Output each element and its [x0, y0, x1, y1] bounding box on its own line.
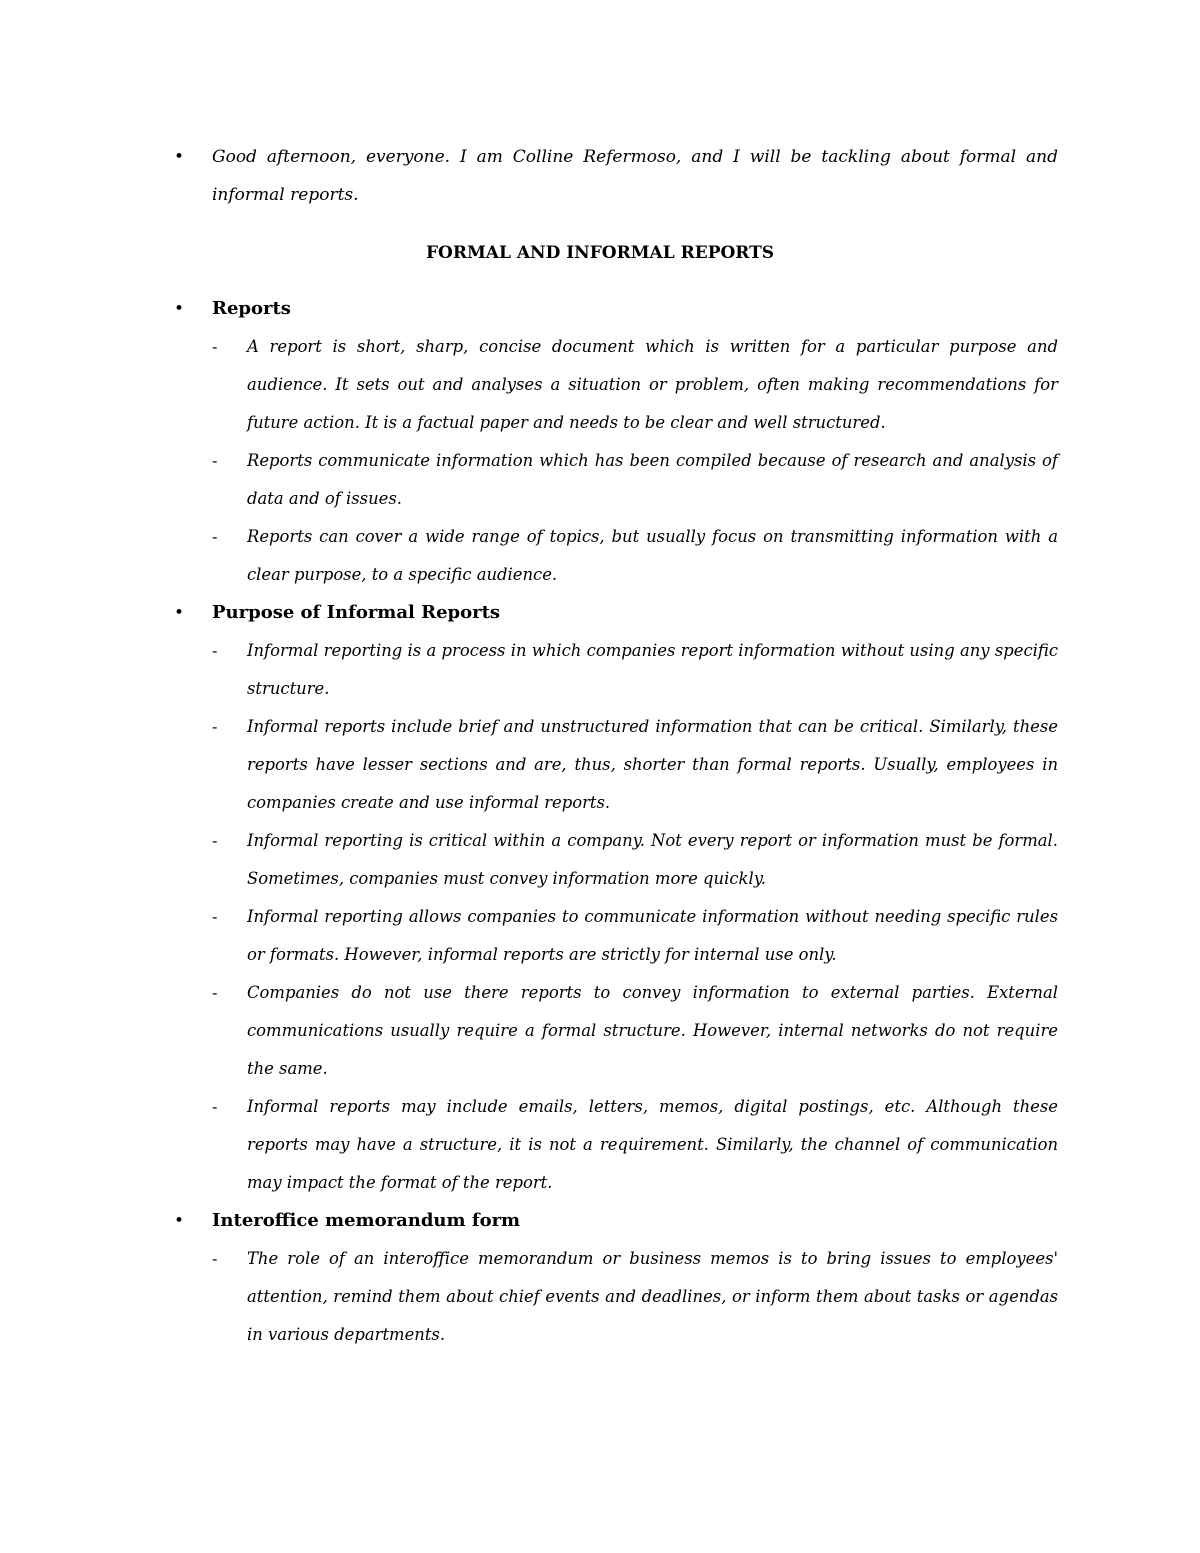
list-item — [0, 1240, 1200, 1354]
list-item-text: Informal reporting is a process in which companies report information without using any specific structure. — [247, 641, 1058, 698]
list-item — [0, 822, 1200, 898]
dash-icon: - — [212, 337, 218, 356]
dash-icon: - — [212, 451, 218, 470]
dash-icon: - — [212, 717, 218, 736]
list-item — [0, 328, 1200, 442]
dash-icon: - — [212, 983, 218, 1002]
dash-icon: - — [212, 907, 218, 926]
list-item-text: Informal reporting allows companies to communicate information without needing specific rules or formats. However, informal reports are strictly for internal use only. — [247, 907, 1058, 964]
bullet-icon: • — [174, 147, 185, 167]
list-item-text: Informal reporting is critical within a company. Not every report or information must be formal. Sometimes, companies must convey information more quickly. — [247, 831, 1058, 888]
bullet-icon: • — [174, 1211, 185, 1231]
dash-icon: - — [212, 641, 218, 660]
bullet-icon: • — [174, 603, 185, 623]
list-item — [0, 898, 1200, 974]
list-item — [0, 632, 1200, 708]
list-item-text: The role of an interoffice memorandum or business memos is to bring issues to employees' attention, remind them about chief events and deadlines, or inform them about tasks or agendas in various departments. — [247, 1249, 1058, 1344]
document-title: FORMAL AND INFORMAL REPORTS — [425, 243, 775, 263]
dash-icon: - — [212, 527, 218, 546]
section-heading-text: Interoffice memorandum form — [212, 1210, 521, 1231]
intro-text: Good afternoon, everyone. I am Colline Refermoso, and I will be tackling about formal and informal reports. — [212, 147, 1058, 205]
document-body — [0, 138, 1200, 1354]
list-item-text: A report is short, sharp, concise document which is written for a particular purpose and audience. It sets out and analyses a situation or problem, often making recommendations for future action. It is a factual paper and needs to be clear and well structured. — [247, 337, 1058, 432]
section-heading-text: Reports — [212, 298, 291, 319]
section-interoffice-memorandum-form — [0, 1202, 1200, 1354]
list-item — [0, 708, 1200, 822]
bullet-icon: • — [174, 299, 185, 319]
intro-paragraph — [0, 138, 1200, 214]
section-reports — [0, 290, 1200, 594]
section-purpose-of-informal-reports — [0, 594, 1200, 1202]
section-heading — [0, 1202, 1200, 1240]
dash-icon: - — [212, 831, 218, 850]
dash-icon: - — [212, 1097, 218, 1116]
section-heading — [0, 594, 1200, 632]
list-item-text: Reports can cover a wide range of topics, but usually focus on transmitting information with a clear purpose, to a specific audience. — [247, 527, 1058, 584]
list-item-text: Reports communicate information which has been compiled because of research and analysis of data and of issues. — [247, 451, 1058, 508]
dash-icon: - — [212, 1249, 218, 1268]
list-item — [0, 518, 1200, 594]
list-item — [0, 974, 1200, 1088]
section-heading-text: Purpose of Informal Reports — [212, 602, 501, 623]
section-heading — [0, 290, 1200, 328]
list-item-text: Informal reports include brief and unstructured information that can be critical. Similarly, these reports have lesser sections and are, thus, shorter than formal reports. Usually, employees in companies create and use informal reports. — [247, 717, 1058, 812]
list-item — [0, 442, 1200, 518]
list-item — [0, 1088, 1200, 1202]
list-item-text: Companies do not use there reports to convey information to external parties. External communications usually require a formal structure. However, internal networks do not require the same. — [247, 983, 1058, 1078]
list-item-text: Informal reports may include emails, letters, memos, digital postings, etc. Although these reports may have a structure, it is not a requirement. Similarly, the channel of communication may impact the format of the report. — [247, 1097, 1058, 1192]
